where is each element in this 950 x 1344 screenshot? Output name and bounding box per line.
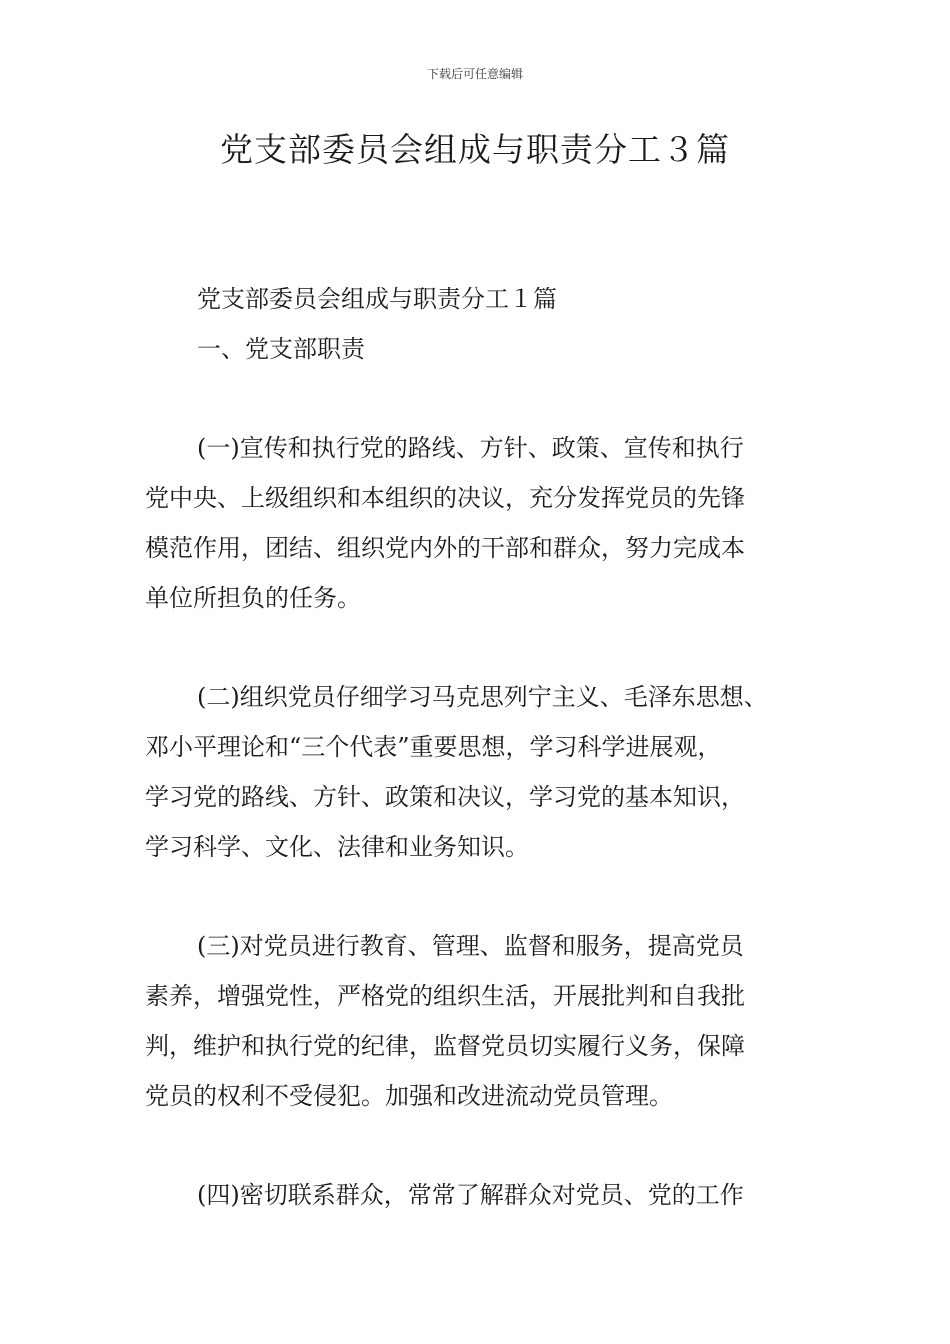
paragraph-line: (三)对党员进行教育、管理、监督和服务，提高党员 bbox=[197, 932, 744, 960]
paragraph-line: 单位所担负的任务。 bbox=[145, 584, 361, 612]
subtitle: 党支部委员会组成与职责分工１篇 bbox=[197, 285, 557, 313]
paragraph-line: 邓小平理论和“三个代表”重要思想，学习科学进展观， bbox=[145, 733, 722, 761]
paragraph-line: (二)组织党员仔细学习马克思列宁主义、毛泽东思想、 bbox=[197, 683, 768, 711]
paragraph-line: 党中央、上级组织和本组织的决议，充分发挥党员的先锋 bbox=[145, 484, 745, 512]
paragraph-line: 党员的权利不受侵犯。加强和改进流动党员管理。 bbox=[145, 1082, 673, 1110]
paragraph-line: (四)密切联系群众，常常了解群众对党员、党的工作 bbox=[197, 1181, 744, 1209]
paragraph-line: (一)宣传和执行党的路线、方针、政策、宣传和执行 bbox=[197, 434, 744, 462]
paragraph-line: 素养，增强党性，严格党的组织生活，开展批判和自我批 bbox=[145, 982, 745, 1010]
document-title: 党支部委员会组成与职责分工３篇 bbox=[220, 130, 730, 169]
section-heading: 一、党支部职责 bbox=[197, 335, 365, 363]
paragraph-line: 判，维护和执行党的纪律，监督党员切实履行义务，保障 bbox=[145, 1032, 745, 1060]
paragraph-line: 学习科学、文化、法律和业务知识。 bbox=[145, 833, 529, 861]
paragraph-line: 模范作用，团结、组织党内外的干部和群众，努力完成本 bbox=[145, 534, 745, 562]
paragraph-line: 学习党的路线、方针、政策和决议，学习党的基本知识， bbox=[145, 783, 745, 811]
header-note: 下载后可任意编辑 bbox=[426, 67, 523, 81]
